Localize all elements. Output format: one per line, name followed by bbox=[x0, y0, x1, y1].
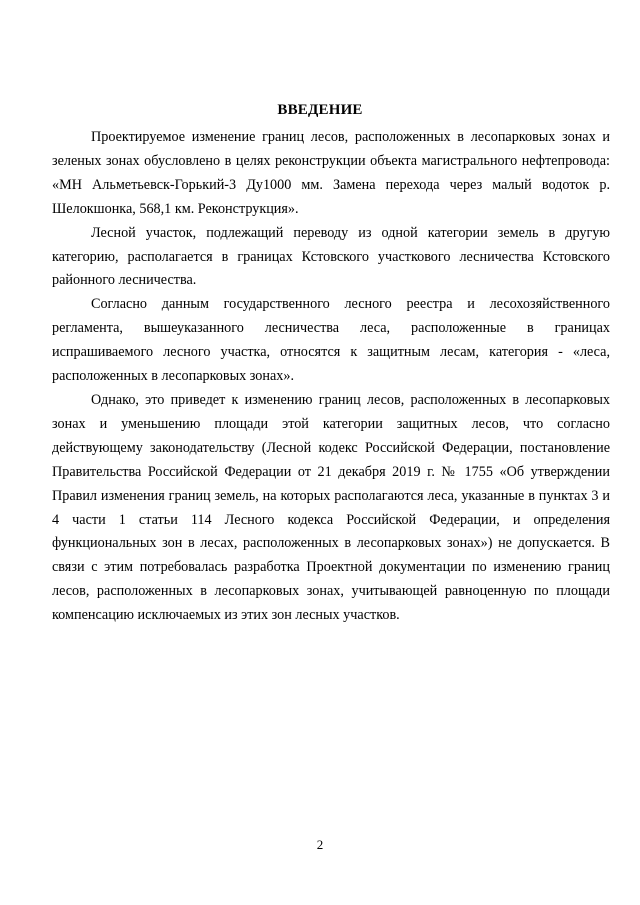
page-number: 2 bbox=[316, 837, 324, 852]
paragraph-intro: Проектируемое изменение границ лесов, расположенных в лесопарковых зонах и зеленых зонах обусловлено в целях реконструкции объекта магистрального нефтепровода: «МН Альметьевск-Горький-3 Ду1000 мм. Замена перехода через малый водоток р. Шелокшонка, 568,1 км. Реконструкция». bbox=[52, 129, 610, 217]
paragraph-forest-plot: Лесной участок, подлежащий переводу из одной категории земель в другую категорию, располагается в границах Кстовского участкового лесничества Кстовского районного лесничества. bbox=[52, 224, 610, 289]
paragraph-registry: Согласно данным государственного лесного реестра и лесохозяйственного регламента, вышеуказанного лесничества леса, расположенные в границах испрашиваемого лесного участка, относятся к защитным лесам, категория - «леса, расположенных в лесопарковых зонах». bbox=[52, 296, 610, 385]
page-title: ВВЕДЕНИЕ bbox=[277, 102, 363, 118]
paragraph-legislation: Однако, это приведет к изменению границ лесов, расположенных в лесопарковых зонах и уменьшению площади этой категории защитных лесов, что согласно действующему законодательству (Лесной кодекс Российской Федерации, постановление Правительства Российской Федерации от 21 декабря 2019 г. № 1755 «Об утверждении Правил изменения границ земель, на которых располагаются леса, указанные в пунктах 3 и 4 части 1 статьи 114 Лесного кодекса Российской Федерации, и определения функциональных зон в лесах, расположенных в лесопарковых зонах») не допускается. В связи с этим потребовалась разработка Проектной документации по изменению границ лесов, расположенных в лесопарковых зонах, учитывающей равноценную по площади компенсацию исключаемых из этих зон лесных участков. bbox=[52, 391, 610, 624]
document-body bbox=[52, 126, 610, 628]
